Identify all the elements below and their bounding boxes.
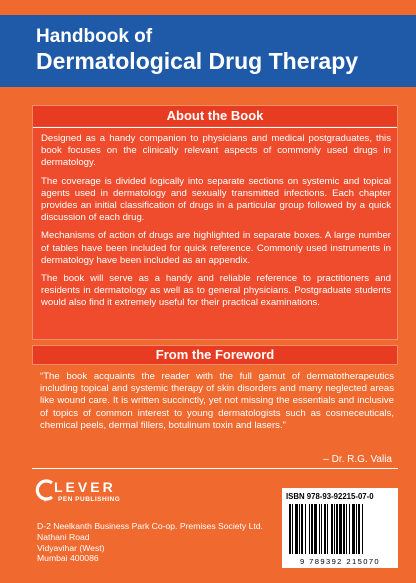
- barcode-bar: [321, 504, 322, 554]
- barcode-bar: [289, 504, 291, 554]
- logo-wordmark: LEVER: [54, 479, 116, 495]
- address-line-4: Mumbai 400086: [37, 553, 99, 564]
- foreword-heading: From the Foreword: [32, 345, 398, 365]
- divider-line: [32, 468, 398, 469]
- title-line-2: Dermatological Drug Therapy: [36, 48, 359, 74]
- barcode-bar: [305, 504, 306, 554]
- address-line-3: Vidyavihar (West): [37, 542, 105, 553]
- barcode-bar: [314, 504, 317, 554]
- barcode-bar: [309, 504, 310, 554]
- publisher-logo: [34, 478, 144, 518]
- title-line-1: Handbook of: [36, 26, 153, 47]
- isbn-barcode-box: [282, 488, 398, 568]
- isbn-label: ISBN 978-93-92215-07-0: [286, 492, 374, 501]
- about-body: [41, 133, 391, 316]
- barcode-bar: [346, 504, 347, 554]
- address-line-2: Nathani Road: [37, 531, 90, 542]
- foreword-quote: “The book acquaints the reader with the full gamut of dermatotherapeutics including topical and systemic therapy of skin disorders and many neglected areas like wound care. It is written succinctly, yet not missing the essentials and inclusive of topics of common interest to young dermatologists such as cosmeceuticals, chemical peels, dermal fillers, botulinum toxin and lasers.”: [40, 371, 394, 431]
- address-line-1: D-2 Neelkanth Business Park Co-op. Premises Society Ltd.: [37, 521, 263, 531]
- barcode-bar: [295, 504, 298, 554]
- barcode-bar: [324, 504, 326, 554]
- barcode-bar: [311, 504, 313, 554]
- barcode-bar: [299, 504, 300, 554]
- barcode-bar: [331, 504, 333, 554]
- about-paragraph-2: The coverage is divided logically into separate sections on systemic and topical agents used in dermatology and sexually transmitted infections. Each chapter provides an initial classification of drugs in a particular group followed by a quick discussion of each drug.: [41, 175, 391, 224]
- isbn-digits: 9 789392 215070: [299, 557, 381, 566]
- barcode-bar: [356, 504, 357, 554]
- barcode-bar: [327, 504, 328, 554]
- barcode-bar: [319, 504, 320, 554]
- about-section: [32, 105, 398, 340]
- barcode-bar: [334, 504, 335, 554]
- about-paragraph-1: Designed as a handy companion to physicians and medical postgraduates, this book focuses on the clinically relevant aspects of commonly used drugs in dermatology.: [41, 133, 391, 169]
- about-heading: [33, 106, 397, 126]
- barcode-bar: [339, 504, 342, 554]
- barcode-bar: [358, 504, 360, 554]
- about-paragraph-3: Mechanisms of action of drugs are highlighted in separate boxes. A large number of tables have been included for quick reference. Commonly used instruments in dermatology have been included as an appendix.: [41, 230, 391, 266]
- barcode-icon: [288, 504, 392, 554]
- publisher-address: [37, 521, 263, 564]
- barcode-bar: [352, 504, 355, 554]
- barcode-bar: [336, 504, 338, 554]
- about-heading-label: About the Book: [166, 108, 264, 123]
- barcode-bar: [343, 504, 345, 554]
- barcode-bar: [301, 504, 303, 554]
- barcode-bar: [349, 504, 350, 554]
- barcode-bar: [362, 504, 363, 554]
- logo-subtitle: PEN PUBLISHING: [58, 496, 121, 503]
- title-banner: [0, 15, 416, 87]
- foreword-attribution: – Dr. R.G. Valia: [323, 454, 392, 465]
- barcode-bar: [292, 504, 293, 554]
- about-paragraph-4: The book will serve as a handy and reliable reference to practitioners and residents in dermatology as well as to general physicians. Postgraduate students would also find it extremely useful for their practical examinations.: [41, 273, 391, 309]
